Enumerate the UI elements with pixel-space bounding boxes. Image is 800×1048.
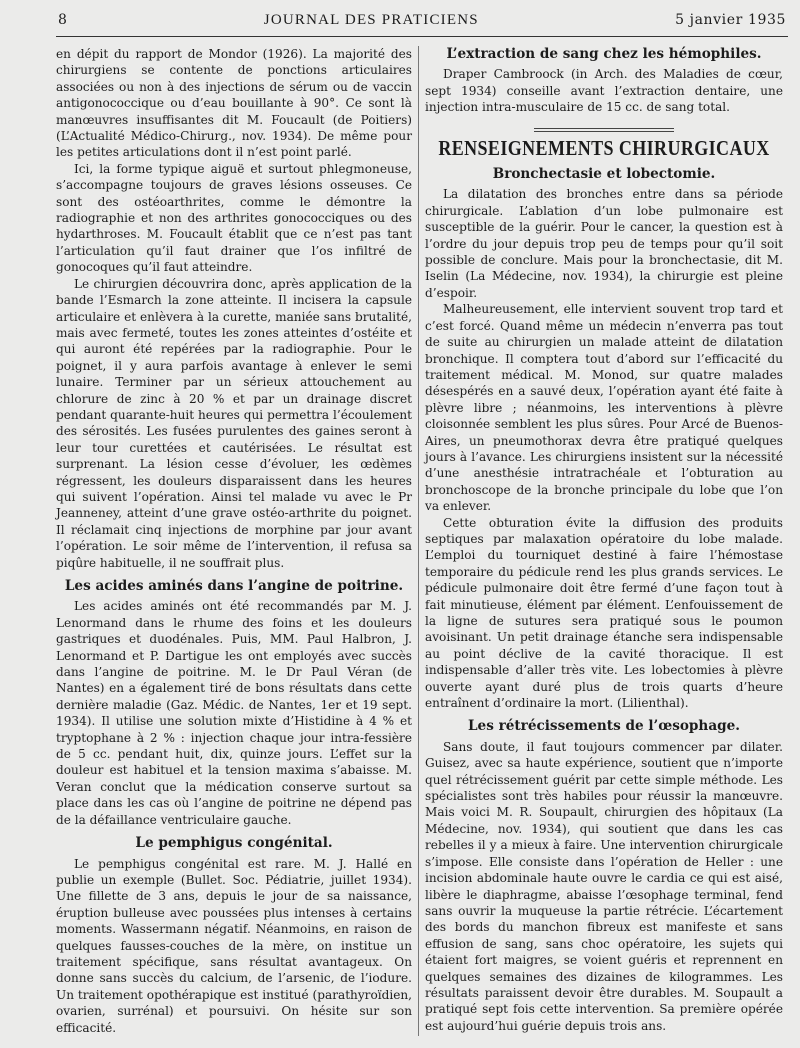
paragraph: Le chirurgien découvrira donc, après application de la bande l’Esmarch la zone atteinte. Il incisera la capsule articulaire et enlèvera à la curette, maniée sans brutalité, mais avec fermeté, toutes les zones atteintes d’ostéite et qui auront été repérées par la radiographie. Pour le poignet, il y aura parfois avantage à enlever le semi lunaire. Terminer par un sérieux attouchement au chlorure de zinc à 20 % et par un drainage discret pendant quarante-huit heures qui permettra l’écoulement des sérosités. Les fusées purulentes des gaines seront à leur tour curettées et cautérisées. Le résultat est surprenant. La lésion cesse d’évoluer, les œdèmes régressent, les douleurs disparaissent dans les heures qui suivent l’opération. Ainsi tel malade vu avec le Pr Jeanneney, atteint d’une grave ostéo-arthrite du poignet. Il réclamait cinq injections de morphine par jour avant l’opération. Le soir même de l’intervention, il refusa sa piqûre habituelle, il ne souffrait plus. bbox=[56, 276, 412, 570]
right-column bbox=[425, 46, 783, 1034]
article-heading-pemphigus: Le pemphigus congénital. bbox=[135, 835, 333, 852]
paragraph: Sans doute, il faut toujours commencer par dilater. Guisez, avec sa haute expérience, soutient que n’importe quel rétrécissement guérit par cette simple méthode. Les spécialistes sont très habiles pour réussir la manœuvre. Mais voici M. R. Soupault, chirurgien des hôpitaux (La Médecine, nov. 1934), qui soutient que dans les cas rebelles il y a mieux à faire. Une intervention chirurgicale s’impose. Elle consiste dans l’opération de Heller : une incision abdominale haute ouvre le cardia ce qui est aisé, libère le diaphragme, abaisse l’œsophage terminal, fend sans ouvrir la muqueuse la partie rétrécie. L’écartement des bords du manchon fibreux est manifeste et sans effusion de sang, sans choc opératoire, les sujets qui étaient fort maigres, se voient guéris et reprennent en quelques semaines des dizaines de kilogrammes. Les résultats paraissent devoir être durables. M. Soupault a pratiqué sept fois cette intervention. Sa première opérée est aujourd’hui guérie depuis trois ans. bbox=[425, 739, 783, 1033]
running-header bbox=[58, 12, 786, 34]
journal-title: JOURNAL DES PRATICIENS bbox=[263, 12, 479, 28]
article-heading-bronchectasie: Bronchectasie et lobectomie. bbox=[492, 166, 716, 183]
paragraph: Ici, la forme typique aiguë et surtout phlegmoneuse, s’accompagne toujours de graves lésions osseuses. Ce sont des ostéoarthrites, comme le démontre la radiographie et non des arthrites gonococciques ou des hydarthroses. M. Foucault établit que ce n’est pas tant l’articulation qu’il faut drainer que l’os infiltré de gonocoques qu’il faut atteindre. bbox=[56, 161, 412, 275]
article-heading-acides-amines: Les acides aminés dans l’angine de poitrine. bbox=[64, 578, 404, 594]
paragraph: Le pemphigus congénital est rare. M. J. Hallé en publie un exemple (Bullet. Soc. Pédiatrie, juillet 1934). Une fillette de 3 ans, depuis le jour de sa naissance, éruption bulleuse avec poussées plus intenses à certains moments. Wassermann négatif. Néanmoins, en raison de quelques fausses-couches de la mère, on institue un traitement spécifique, sans résultat avantageux. On donne sans succès du calcium, de l’arsenic, de l’iodure. Un traitement opothérapique est institué (parathyroïdien, ovarien, surrénal) et poursuivi. On hésite sur son efficacité. bbox=[56, 856, 412, 1035]
section-title: RENSEIGNEMENTS CHIRURGICAUX bbox=[438, 135, 770, 160]
paragraph: Cette obturation évite la diffusion des produits septiques par malaxation opératoire du lobe malade. L’emploi du tourniquet destiné à faire l’hémostase temporaire du pédicule rend les plus grands services. Le pédicule pulmonaire doit être fermé d’une façon tout à fait minutieuse, élément par élément. L’enfouissement de la ligne de sutures sera pratiqué sous le poumon avoisinant. Un petit drainage étanche sera indispensable au point déclive de la cavité thoracique. Il est indispensable d’aller très vite. Les lobectomies à plèvre ouverte ayant duré plus de trois quarts d’heure entraînent d’ordinaire la mort. (Lilienthal). bbox=[425, 515, 783, 711]
left-column bbox=[56, 46, 412, 1036]
paragraph: Les acides aminés ont été recommandés par M. J. Lenormand dans le rhume des foins et les douleurs gastriques et duodénales. Puis, MM. Paul Halbron, J. Lenormand et P. Dartigue les ont employés avec succès dans l’angine de poitrine. M. le Dr Paul Véran (de Nantes) en a également tiré de bons résultats dans cette dernière maladie (Gaz. Médic. de Nantes, 1er et 19 sept. 1934). Il utilise une solution mixte d’Histidine à 4 % et tryptophane à 2 % : injection chaque jour intra-fessière de 5 cc. pendant huit, dix, quinze jours. L’effet sur la douleur est habituel et la tension maxima s’abaisse. M. Veran conclut que la médication conserve surtout sa place dans les cas où l’angine de poitrine ne dépend pas de la défaillance ventriculaire gauche. bbox=[56, 599, 412, 827]
page-number: 8 bbox=[58, 12, 68, 28]
issue-date: 5 janvier 1935 bbox=[675, 12, 786, 28]
paragraph: en dépit du rapport de Mondor (1926). La majorité des chirurgiens se contente de ponctions articulaires associées ou non à des injections de sérum ou de vaccin antigonococcique ou d’eau bouillante à 90°. Ce sont là manœuvres insuffisantes dit M. Foucault (de Poitiers) (L’Actualité Médico-Chirurg., nov. 1934). De même pour les petites articulations dont il n’est point parlé. bbox=[56, 47, 412, 160]
paragraph: La dilatation des bronches entre dans sa période chirurgicale. L’ablation d’un lobe pulmonaire est susceptible de la guérir. Pour le cancer, la question est à l’ordre du jour depuis trop peu de temps pour qu’il soit possible de conclure. Mais pour la bronchectasie, dit M. Iselin (La Médecine, nov. 1934), la chirurgie est pleine d’espoir. bbox=[425, 187, 783, 300]
section-rule bbox=[534, 128, 674, 132]
article-heading-oesophage: Les rétrécissements de l’œsophage. bbox=[467, 718, 741, 735]
article-heading-hemophiles: L’extraction de sang chez les hémophiles. bbox=[446, 46, 762, 62]
column-divider bbox=[418, 46, 419, 1036]
paragraph: Draper Cambroock (in Arch. des Maladies de cœur, sept 1934) conseille avant l’extraction dentaire, une injection intra-musculaire de 15 cc. de sang total. bbox=[425, 67, 783, 115]
header-rule bbox=[56, 36, 788, 37]
paragraph: Malheureusement, elle intervient souvent trop tard et c’est forcé. Quand même un médecin n’enverra pas tout de suite au chirurgien un malade atteint de dilatation bronchique. Il comptera tout d’abord sur l’efficacité du traitement médical. M. Monod, sur quatre malades désespérés en a sauvé deux, l’opération ayant été faite à plèvre libre ; néanmoins, les interventions à plèvre cloisonnée semblent les plus sûres. Pour Arcé de Buenos-Aires, un pneumothorax devra être pratiqué quelques jours à l’avance. Les chirurgiens insistent sur la nécessité d’une anesthésie intratrachéale et l’obturation au bronchoscope de la bronche principale du lobe que l’on va enlever. bbox=[425, 302, 783, 514]
